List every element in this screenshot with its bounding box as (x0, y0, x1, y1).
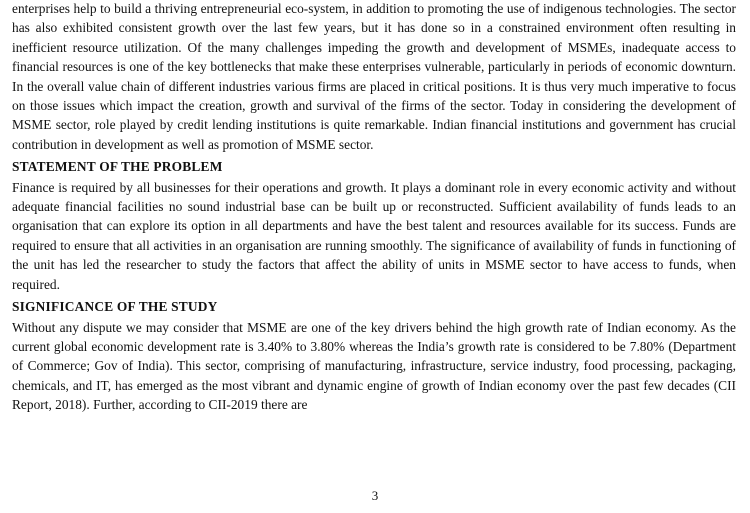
page-number: 3 (371, 488, 379, 503)
significance-paragraph: Without any dispute we may consider that MSME are one of the key drivers behind the high growth rate of Indian economy. As the current global economic development rate is 3.40% to 3.80% whereas the India’s growth rate is considered to be 7.80% (Department of Commerce; Gov of India). This sector, comprising of manufacturing, infrastructure, service industry, food processing, packaging, chemicals, and IT, has emerged as the most vibrant and dynamic engine of growth of Indian economy over the past few decades (CII Report, 2018). Further, according to CII-2019 there are (12, 319, 736, 413)
significance-heading: SIGNIFICANCE OF THE STUDY (12, 299, 218, 315)
intro-paragraph: enterprises help to build a thriving entrepreneurial eco-system, in addition to promoting the use of indigenous technologies. The sector has also exhibited consistent growth over the last few years, but it has done so in a constrained environment often resulting in inefficient resource utilization. Of the many challenges impeding the growth and development of MSMEs, inadequate access to financial resources is one of the key bottlenecks that make these enterprises vulnerable, particularly in periods of economic downturn. In the overall value chain of different industries various firms are placed in critical positions. It is thus very much imperative to focus on those issues which impact the creation, growth and survival of the firms of the sector. Today in considering the development of MSME sector, role played by credit lending institutions is quite remarkable. Indian financial institutions and government has crucial contribution in development as well as promotion of MSME sector. (12, 1, 736, 152)
problem-paragraph: Finance is required by all businesses for their operations and growth. It plays a dominant role in every economic activity and without adequate financial facilities no sound industrial base can be built up or reconstructed. Sufficient availability of funds leads to an organisation that can explore its option in all departments and have the best talent and resources available for its success. Funds are required to ensure that all activities in an organisation are running smoothly. The significance of availability of funds in functioning of the unit has led the researcher to study the factors that affect the ability of units in MSME sector to have access to funds, when required. (12, 179, 736, 292)
problem-heading: STATEMENT OF THE PROBLEM (12, 159, 223, 175)
